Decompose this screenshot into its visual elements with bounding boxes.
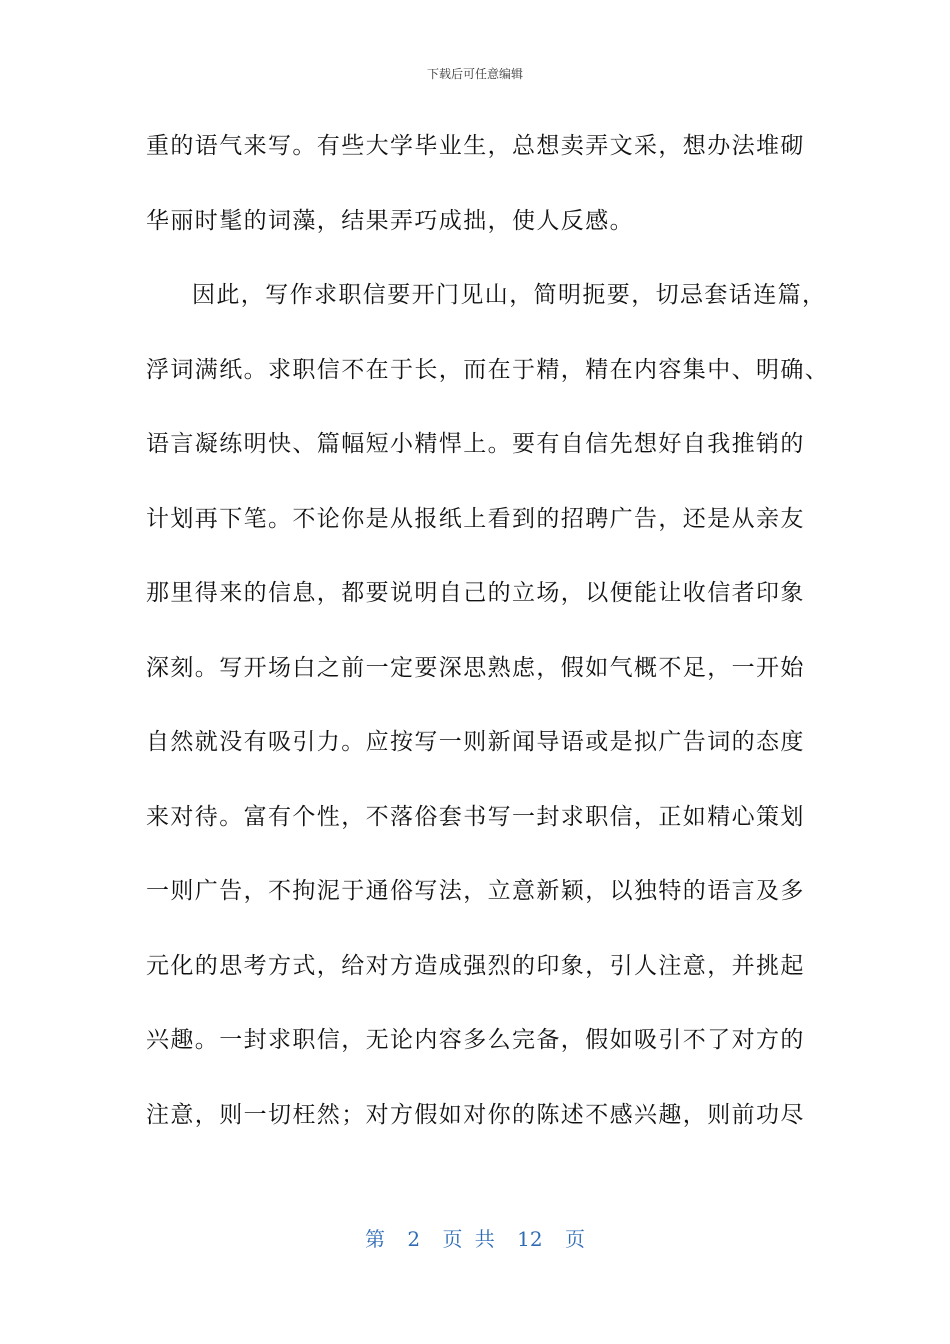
body-line: 计划再下笔。不论你是从报纸上看到的招聘广告，还是从亲友 bbox=[146, 505, 805, 532]
total-page-count: 12 bbox=[517, 1227, 543, 1251]
document-body bbox=[146, 120, 830, 1163]
body-line: 一则广告，不拘泥于通俗写法，立意新颖，以独特的语言及多 bbox=[146, 878, 805, 904]
body-line: 自然就没有吸引力。应按写一则新闻导语或是拟广告词的态度 bbox=[146, 729, 805, 755]
body-line: 元化的思考方式，给对方造成强烈的印象，引人注意，并挑起 bbox=[146, 952, 805, 979]
body-line: 华丽时髦的词藻，结果弄巧成拙，使人反感。 bbox=[146, 207, 634, 234]
body-line: 浮词满纸。求职信不在于长，而在于精，精在内容集中、明确、 bbox=[146, 356, 830, 383]
footer-prefix: 第 bbox=[365, 1227, 385, 1251]
body-line: 语言凝练明快、篇幅短小精悍上。要有自信先想好自我推销的 bbox=[146, 431, 805, 457]
page-header: 下载后可任意编辑 bbox=[426, 67, 523, 81]
footer-middle: 页 共 bbox=[442, 1227, 495, 1251]
paragraph-start-line: 因此，写作求职信要开门见山，简明扼要，切忌套话连篇， bbox=[192, 282, 827, 308]
body-line: 重的语气来写。有些大学毕业生，总想卖弄文采，想办法堆砌 bbox=[146, 133, 805, 159]
current-page-number: 2 bbox=[407, 1227, 421, 1251]
page-footer bbox=[0, 1226, 950, 1252]
body-line: 深刻。写开场白之前一定要深思熟虑，假如气概不足，一开始 bbox=[146, 654, 805, 681]
body-line: 那里得来的信息，都要说明自己的立场，以便能让收信者印象 bbox=[146, 580, 805, 606]
footer-suffix: 页 bbox=[564, 1227, 585, 1251]
body-line: 注意，则一切枉然；对方假如对你的陈述不感兴趣，则前功尽 bbox=[146, 1101, 805, 1128]
body-line: 兴趣。一封求职信，无论内容多么完备，假如吸引不了对方的 bbox=[146, 1027, 805, 1053]
body-line: 来对待。富有个性，不落俗套书写一封求职信，正如精心策划 bbox=[146, 803, 805, 830]
